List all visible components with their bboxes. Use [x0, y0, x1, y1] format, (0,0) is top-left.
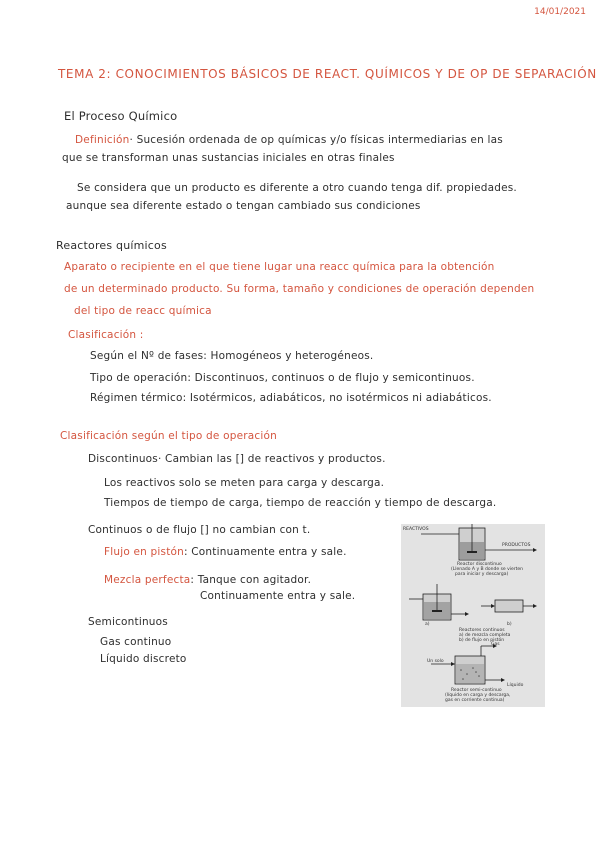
- reactor-diagram: [401, 524, 545, 707]
- piston-line: [104, 546, 347, 558]
- clasificacion-label-text: Clasificación: [68, 329, 137, 341]
- reactor-def-line-3: del tipo de reacc química: [74, 305, 212, 317]
- discontinuos-desc: · Cambian las [] de reactivos y productos.: [157, 453, 386, 465]
- semicontinuos-item-2: Líquido discreto: [100, 653, 187, 665]
- figure-caption-3-l1: Reactor semi-continuo: [451, 688, 502, 693]
- figure-caption-1-l2: (Llenado A y B donde se vierten: [451, 567, 524, 572]
- continuos-label: Continuos o de flujo: [88, 524, 197, 536]
- clasificacion-item-1: Según el Nº de fases: Homogéneos y heterogéneos.: [90, 350, 374, 362]
- batch-agitator-blade: [467, 551, 477, 553]
- clasificacion-item-3: Régimen térmico: Isotérmicos, adiabáticos, no isotérmicos ni adiabáticos.: [90, 392, 492, 404]
- pfr-tube: [495, 600, 523, 612]
- section-heading-proceso: El Proceso Químico: [64, 109, 178, 123]
- mezcla-line: [104, 574, 311, 586]
- un-solo-label: Un solo: [427, 659, 444, 664]
- figure-caption-1-l3: para iniciar y descarga): [455, 572, 509, 577]
- piston-desc: : Continuamente entra y sale.: [184, 546, 347, 558]
- figure-caption-1-l1: Reactor discontinuo: [457, 562, 502, 567]
- note-line-2: aunque sea diferente estado o tengan cambiado sus condiciones: [66, 200, 421, 212]
- productos-label: PRODUCTOS: [502, 543, 531, 548]
- reactor-def-line-1: Aparato o recipiente en el que tiene lugar una reacc química para la obtención: [64, 261, 495, 273]
- discontinuos-detail-1: Los reactivos solo se meten para carga y descarga.: [104, 477, 385, 489]
- operacion-heading: Clasificación según el tipo de operación: [60, 430, 277, 442]
- figure-caption-2-l1: Reactores continuos: [459, 628, 505, 633]
- cstr-agitator-blade: [432, 610, 442, 612]
- reactor-def-line-2: de un determinado producto. Su forma, tamaño y condiciones de operación dependen: [64, 283, 535, 295]
- mezcla-desc-2: Continuamente entra y sale.: [200, 590, 356, 602]
- definition-line-1: [75, 134, 503, 146]
- figure-caption-3-l2: (líquido en carga y descarga,: [445, 693, 511, 698]
- continuos-line: [88, 524, 310, 536]
- figure-label-b: b): [507, 622, 512, 627]
- discontinuos-label: Discontinuos: [88, 453, 158, 465]
- figure-caption-2-l3: b) de flujo en pistón: [459, 638, 505, 643]
- figure-label-a: a): [425, 622, 430, 627]
- reactivos-label: REACTIVOS: [403, 527, 429, 532]
- discontinuos-line: [88, 453, 386, 465]
- definition-label: Definición: [75, 134, 130, 146]
- liquido-label: Líquido: [507, 683, 524, 688]
- clasificacion-item-2: Tipo de operación: Discontinuos, continuos o de flujo y semicontinuos.: [90, 372, 475, 384]
- definition-line-2: que se transforman unas sustancias iniciales en otras finales: [62, 152, 395, 164]
- definition-text-1: · Sucesión ordenada de op químicas y/o físicas intermediarias en las: [129, 134, 503, 146]
- gas-label: Gas: [491, 642, 500, 647]
- date-label: 14/01/2021: [534, 7, 586, 17]
- piston-label: Flujo en pistón: [104, 546, 184, 558]
- note-line-1: Se considera que un producto es diferente a otro cuando tenga dif. propiedades.: [77, 182, 517, 194]
- mezcla-label: Mezcla perfecta: [104, 574, 191, 586]
- figure-caption-3-l3: gas en corriente continua): [445, 698, 505, 703]
- section-heading-reactores: Reactores químicos: [56, 239, 167, 252]
- mezcla-desc-1: : Tanque con agitador.: [190, 574, 312, 586]
- discontinuos-detail-2: Tiempos de tiempo de carga, tiempo de reacción y tiempo de descarga.: [104, 497, 497, 509]
- figure-caption-2-l2: a) de mezcla completa: [459, 633, 511, 638]
- semicontinuos-item-1: Gas continuo: [100, 636, 172, 648]
- continuos-desc: [] no cambian con t.: [200, 524, 311, 536]
- reactor-figure: [401, 524, 545, 707]
- clasificacion-label: Clasificación :: [68, 329, 144, 341]
- semicontinuos-label: Semicontinuos: [88, 616, 168, 628]
- page-title: TEMA 2: CONOCIMIENTOS BÁSICOS DE REACT. QUÍMICOS Y DE OP DE SEPARACIÓN: [58, 67, 597, 81]
